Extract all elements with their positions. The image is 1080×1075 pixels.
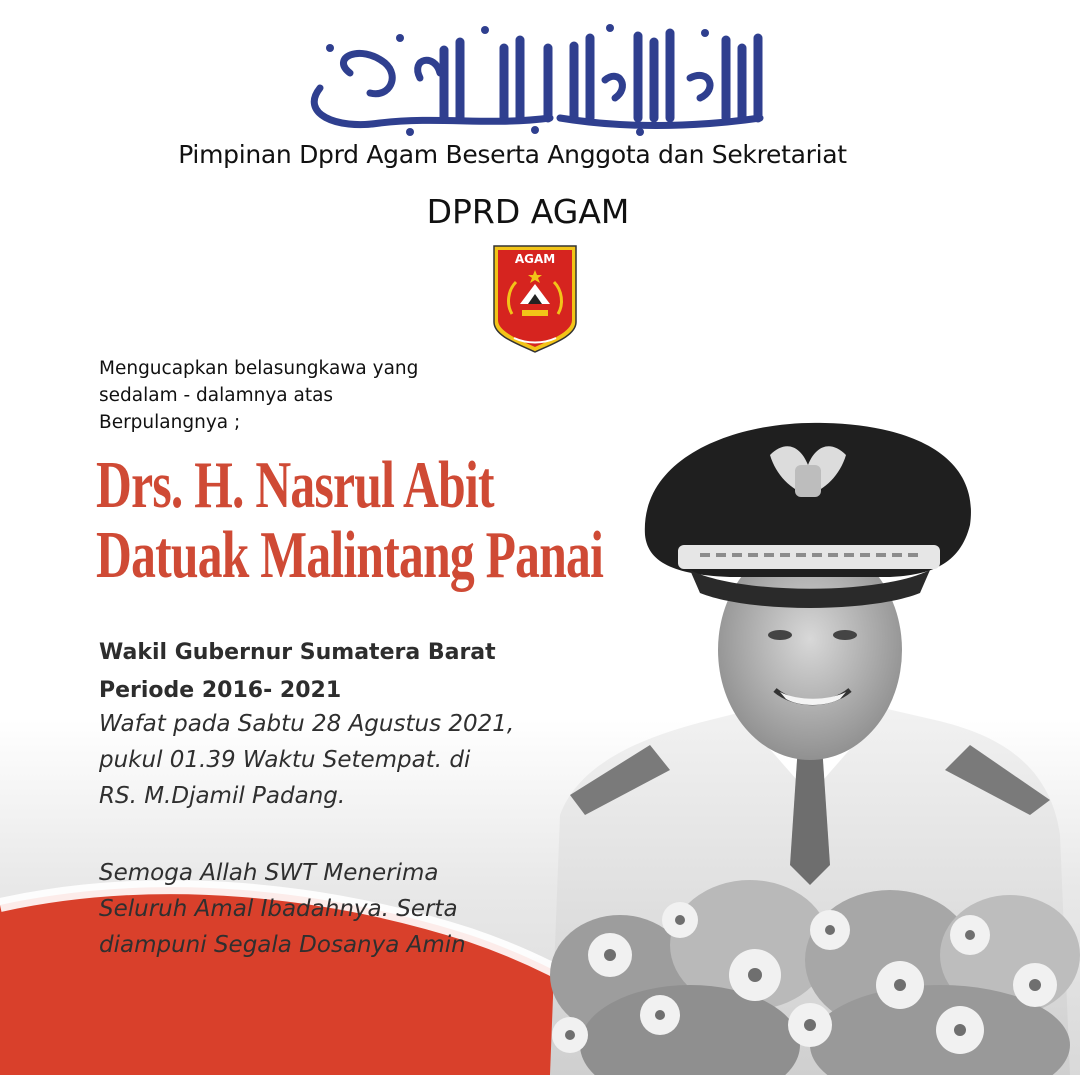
deceased-name-line1: Drs. H. Nasrul Abit (96, 448, 494, 522)
agam-emblem-icon (492, 244, 578, 354)
condolence-text (99, 355, 418, 436)
arabic-calligraphy-icon (290, 18, 780, 138)
deceased-name-line2: Datuak Malintang Panai (96, 518, 604, 592)
death-info (99, 706, 514, 814)
header-title: DPRD AGAM (426, 192, 630, 231)
prayer-line: Seluruh Amal Ibadahnya. Serta (99, 896, 458, 922)
condolence-line: Berpulangnya ; (99, 412, 241, 433)
death-info-line: RS. M.Djamil Padang. (99, 783, 346, 809)
deceased-name (96, 450, 603, 590)
death-info-line: pukul 01.39 Waktu Setempat. di (99, 747, 471, 773)
position-title: Wakil Gubernur Sumatera Barat (99, 640, 496, 665)
prayer-line: Semoga Allah SWT Menerima (99, 860, 439, 886)
deceased-position (99, 634, 496, 710)
condolence-line: sedalam - dalamnya atas (99, 385, 334, 406)
prayer-text (99, 855, 466, 963)
condolence-line: Mengucapkan belasungkawa yang (99, 358, 419, 379)
position-period: Periode 2016- 2021 (99, 678, 342, 703)
portrait-photo (540, 415, 1080, 1075)
header-organization-line: Pimpinan Dprd Agam Beserta Anggota dan Sekretariat (178, 140, 847, 169)
prayer-line: diampuni Segala Dosanya Amin (99, 932, 466, 958)
emblem-label: AGAM (514, 252, 556, 266)
death-info-line: Wafat pada Sabtu 28 Agustus 2021, (99, 711, 515, 737)
